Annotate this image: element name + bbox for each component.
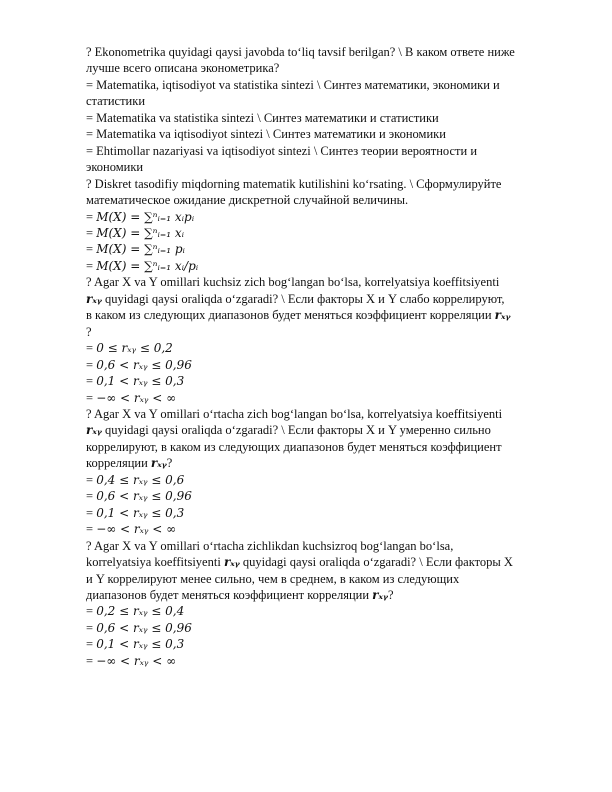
text-line bbox=[86, 225, 566, 241]
line-text: = bbox=[86, 522, 97, 537]
text-line bbox=[86, 603, 566, 619]
formula: −∞ < rₓᵧ < ∞ bbox=[96, 390, 177, 405]
line-text: лучше всего описана эконометрика? bbox=[86, 61, 280, 76]
line-text: математическое ожидание дискретной случайной величины. bbox=[86, 193, 409, 208]
line-text: коррелируют, в каком из следующих диапазонов будет меняться коэффициент bbox=[86, 439, 502, 454]
correlation-symbol: rₓᵧ bbox=[223, 555, 240, 570]
text-line bbox=[86, 455, 566, 471]
text-line bbox=[86, 291, 566, 307]
line-text: = bbox=[86, 357, 97, 372]
line-text: статистики bbox=[86, 94, 146, 109]
correlation-symbol: rₓᵧ bbox=[494, 308, 511, 323]
text-line bbox=[86, 192, 566, 208]
text-line bbox=[86, 587, 566, 603]
line-text-continued: ? bbox=[166, 456, 173, 471]
line-text: = Matematika va statistika sintezi \ Синтез математики и статистики bbox=[86, 110, 439, 125]
text-line bbox=[86, 307, 566, 323]
text-line bbox=[86, 143, 566, 159]
text-line bbox=[86, 44, 566, 60]
text-line bbox=[86, 620, 566, 636]
line-text: = Matematika va iqtisodiyot sintezi \ Синтез математики и экономики bbox=[86, 127, 446, 142]
text-line bbox=[86, 357, 566, 373]
text-line bbox=[86, 324, 566, 340]
correlation-symbol: rₓᵧ bbox=[86, 291, 102, 306]
text-line bbox=[86, 258, 566, 274]
text-line bbox=[86, 538, 566, 554]
text-line bbox=[86, 209, 566, 225]
line-text: = bbox=[86, 209, 97, 224]
formula: 0,4 ≤ rₓᵧ ≤ 0,6 bbox=[96, 472, 185, 487]
formula: 0,1 < rₓᵧ ≤ 0,3 bbox=[96, 637, 185, 652]
line-text: = bbox=[86, 604, 97, 619]
line-text: ? Diskret tasodifiy miqdorning matematik kutilishini ko‘rsating. \ Сформулируйте bbox=[86, 176, 502, 191]
text-line bbox=[86, 554, 566, 570]
formula: −∞ < rₓᵧ < ∞ bbox=[96, 522, 177, 537]
correlation-symbol: rₓᵧ bbox=[372, 587, 388, 602]
line-text: = bbox=[86, 390, 97, 405]
text-line bbox=[86, 126, 566, 142]
line-text: = bbox=[86, 505, 97, 520]
line-text: ? bbox=[86, 324, 92, 339]
text-line bbox=[86, 110, 566, 126]
text-line bbox=[86, 505, 566, 521]
correlation-symbol: rₓᵧ bbox=[150, 456, 167, 471]
line-text: = Matematika, iqtisodiyot va statistika sintezi \ Синтез математики, экономики и bbox=[86, 77, 500, 92]
formula: M(X) = ∑ⁿᵢ₌₁ xᵢ/pᵢ bbox=[96, 258, 199, 273]
text-line bbox=[86, 439, 566, 455]
text-line bbox=[86, 340, 566, 356]
text-line bbox=[86, 176, 566, 192]
text-line bbox=[86, 373, 566, 389]
line-text: = bbox=[86, 653, 97, 668]
formula: M(X) = ∑ⁿᵢ₌₁ xᵢpᵢ bbox=[96, 209, 195, 224]
line-text-continued: quyidagi qaysi oraliqda o‘zgaradi? \ Если факторы X и Y умеренно сильно bbox=[101, 423, 491, 438]
line-text: ? Agar X va Y omillari o‘rtacha zichlikdan kuchsizroq bog‘langan bo‘lsa, bbox=[86, 538, 454, 553]
text-line bbox=[86, 653, 566, 669]
line-text: = bbox=[86, 258, 97, 273]
text-line bbox=[86, 488, 566, 504]
line-text: = bbox=[86, 225, 97, 240]
formula: M(X) = ∑ⁿᵢ₌₁ pᵢ bbox=[96, 242, 185, 257]
line-text: = bbox=[86, 472, 97, 487]
text-line bbox=[86, 636, 566, 652]
line-text: диапазонов будет меняться коэффициент корреляции bbox=[86, 587, 373, 602]
line-text: ? Agar X va Y omillari kuchsiz zich bog‘langan bo‘lsa, korrelyatsiya koeffitsiyenti bbox=[86, 275, 500, 290]
line-text-continued: quyidagi qaysi oraliqda o‘zgaradi? \ Если факторы X bbox=[239, 555, 513, 570]
text-line bbox=[86, 571, 566, 587]
text-line bbox=[86, 60, 566, 76]
text-line bbox=[86, 241, 566, 257]
line-text-continued: quyidagi qaysi oraliqda o‘zgaradi? \ Если факторы X и Y слабо коррелируют, bbox=[101, 291, 505, 306]
line-text: экономики bbox=[86, 160, 144, 175]
text-line bbox=[86, 390, 566, 406]
formula: 0,1 < rₓᵧ ≤ 0,3 bbox=[96, 505, 185, 520]
formula: 0,6 < rₓᵧ ≤ 0,96 bbox=[96, 357, 192, 372]
line-text: = bbox=[86, 242, 97, 257]
line-text: корреляции bbox=[86, 456, 151, 471]
text-line bbox=[86, 521, 566, 537]
formula: 0 ≤ rₓᵧ ≤ 0,2 bbox=[96, 341, 173, 356]
text-line bbox=[86, 274, 566, 290]
formula: 0,6 < rₓᵧ ≤ 0,96 bbox=[96, 620, 192, 635]
text-line bbox=[86, 422, 566, 438]
text-line bbox=[86, 93, 566, 109]
line-text: = bbox=[86, 374, 97, 389]
line-text-continued: ? bbox=[387, 587, 394, 602]
line-text: и Y коррелируют менее сильно, чем в среднем, в каком из следующих bbox=[86, 571, 460, 586]
line-text: ? Agar X va Y omillari o‘rtacha zich bog‘langan bo‘lsa, korrelyatsiya koeffitsiyenti bbox=[86, 406, 503, 421]
text-line bbox=[86, 472, 566, 488]
line-text: ? Ekonometrika quyidagi qaysi javobda to‘liq tavsif berilgan? \ В каком ответе ниже bbox=[86, 45, 515, 59]
line-text: = Ehtimollar nazariyasi va iqtisodiyot sintezi \ Синтез теории вероятности и bbox=[86, 143, 478, 158]
correlation-symbol: rₓᵧ bbox=[86, 423, 102, 438]
text-line bbox=[86, 406, 566, 422]
text-line bbox=[86, 77, 566, 93]
formula: −∞ < rₓᵧ < ∞ bbox=[96, 653, 177, 668]
formula: M(X) = ∑ⁿᵢ₌₁ xᵢ bbox=[96, 225, 185, 240]
line-text: в каком из следующих диапазонов будет меняться коэффициент корреляции bbox=[86, 308, 495, 323]
formula: 0,2 ≤ rₓᵧ ≤ 0,4 bbox=[96, 604, 185, 619]
line-text: = bbox=[86, 637, 97, 652]
line-text: = bbox=[86, 489, 97, 504]
formula: 0,6 < rₓᵧ ≤ 0,96 bbox=[96, 489, 192, 504]
line-text: korrelyatsiya koeffitsiyenti bbox=[86, 555, 224, 570]
text-line bbox=[86, 159, 566, 175]
line-text: = bbox=[86, 620, 97, 635]
line-text: = bbox=[86, 341, 97, 356]
formula: 0,1 < rₓᵧ ≤ 0,3 bbox=[96, 374, 185, 389]
